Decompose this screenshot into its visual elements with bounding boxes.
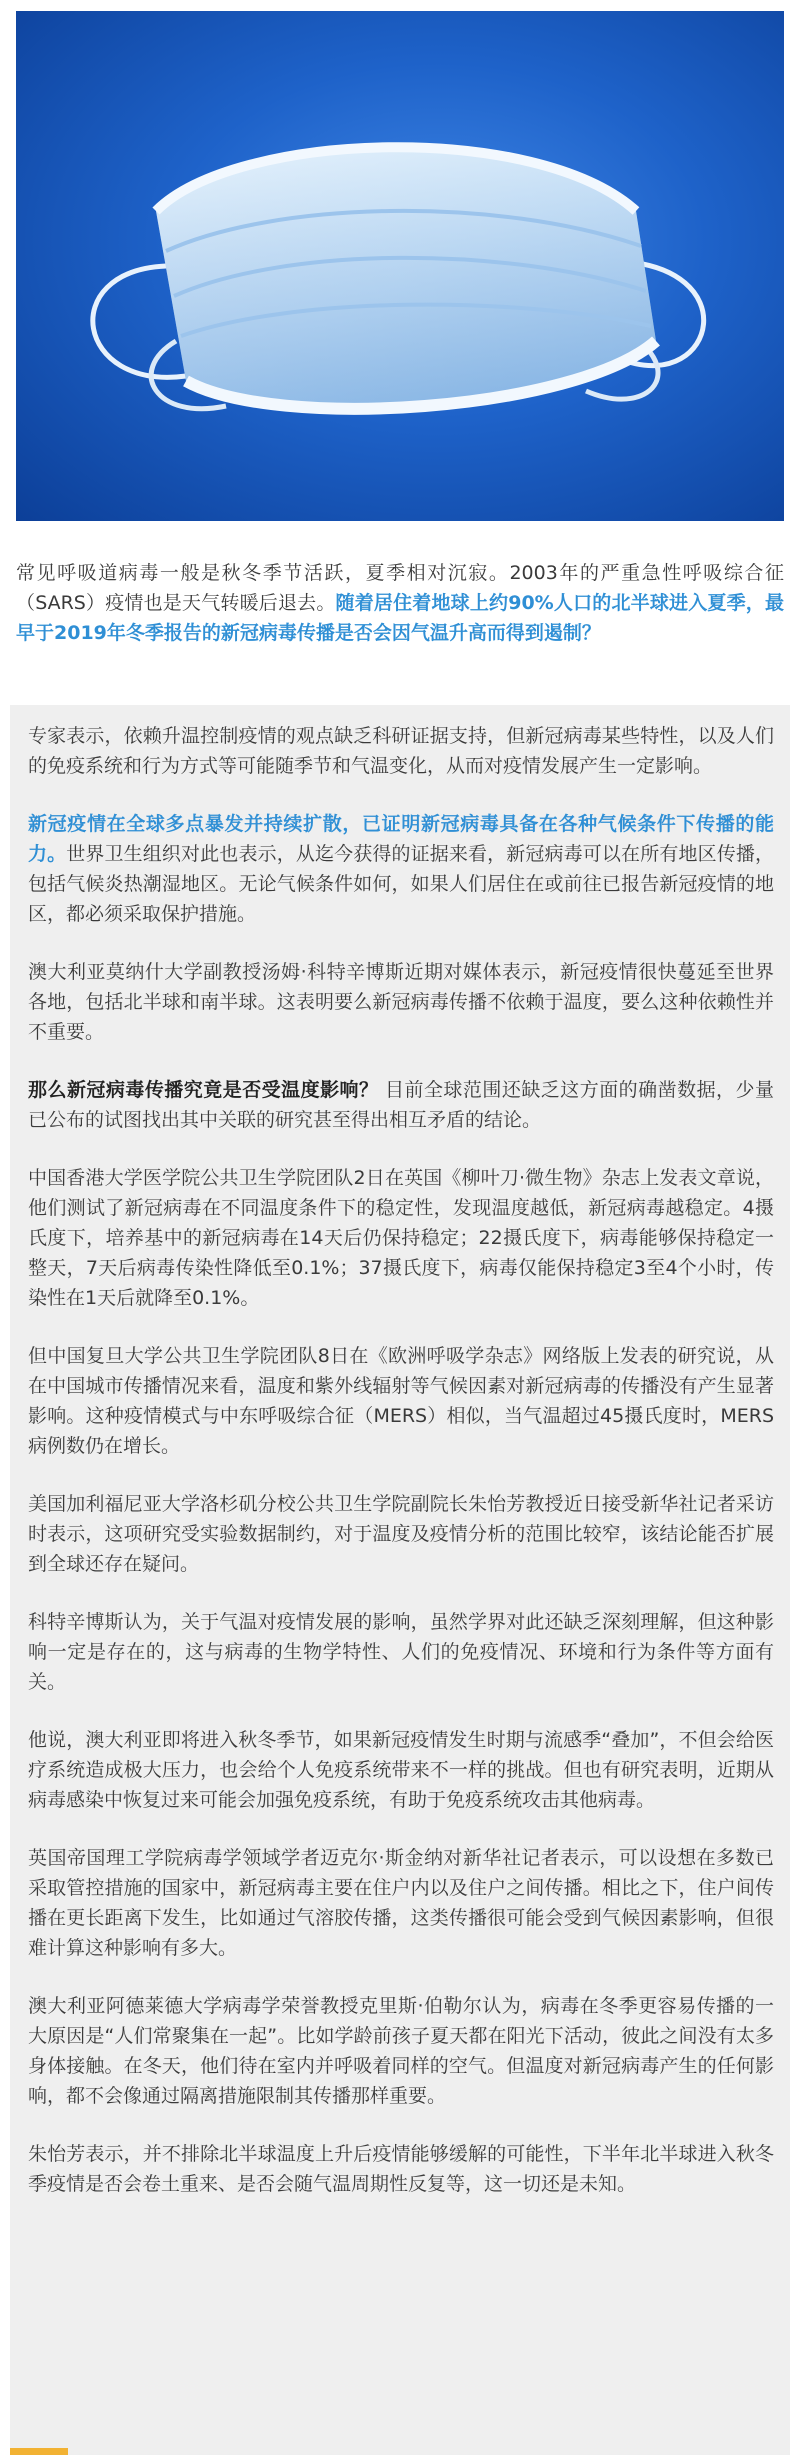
paragraph-2-text: 世界卫生组织对此也表示，从迄今获得的证据来看，新冠病毒可以在所有地区传播，包括气候炎热潮湿地区。无论气候条件如何，如果人们居住在或前往已报告新冠疫情的地区，都必须采取保护措施。	[28, 843, 774, 925]
article-panel	[10, 705, 790, 2455]
paragraph-3: 澳大利亚莫纳什大学副教授汤姆·科特辛博斯近期对媒体表示，新冠疫情很快蔓延至世界各地，包括北半球和南半球。这表明要么新冠病毒传播不依赖于温度，要么这种依赖性并不重要。	[28, 961, 774, 1043]
paragraph-2	[28, 809, 774, 929]
intro-paragraph	[16, 558, 784, 648]
paragraph-2-highlight: 新冠疫情在全球多点暴发并持续扩散，已证明新冠病毒具备在各种气候条件下传播的能力。	[28, 813, 774, 865]
paragraph-12: 朱怡芳表示，并不排除北半球温度上升后疫情能够缓解的可能性，下半年北半球进入秋冬季疫情是否会卷土重来、是否会随气温周期性反复等，这一切还是未知。	[28, 2143, 774, 2195]
accent-bar	[10, 2448, 68, 2455]
paragraph-1: 专家表示，依赖升温控制疫情的观点缺乏科研证据支持，但新冠病毒某些特性，以及人们的免疫系统和行为方式等可能随季节和气温变化，从而对疫情发展产生一定影响。	[28, 725, 774, 777]
paragraph-10: 英国帝国理工学院病毒学领域学者迈克尔·斯金纳对新华社记者表示，可以设想在多数已采取管控措施的国家中，新冠病毒主要在住户内以及住户之间传播。相比之下，住户间传播在更长距离下发生，比如通过气溶胶传播，这类传播很可能会受到气候因素影响，但很难计算这种影响有多大。	[28, 1847, 774, 1959]
paragraph-8: 科特辛博斯认为，关于气温对疫情发展的影响，虽然学界对此还缺乏深刻理解，但这种影响一定是存在的，这与病毒的生物学特性、人们的免疫情况、环境和行为条件等方面有关。	[28, 1611, 774, 1693]
paragraph-4-bold: 那么新冠病毒传播究竟是否受温度影响？	[28, 1079, 379, 1101]
paragraph-4-text: 目前全球范围还缺乏这方面的确凿数据，少量已公布的试图找出其中关联的研究甚至得出相互矛盾的结论。	[28, 1079, 774, 1131]
intro-text: 常见呼吸道病毒一般是秋冬季节活跃，夏季相对沉寂。2003年的严重急性呼吸综合征（SARS）疫情也是天气转暖后退去。	[16, 562, 784, 614]
paragraph-9: 他说，澳大利亚即将进入秋冬季节，如果新冠疫情发生时期与流感季“叠加”，不但会给医疗系统造成极大压力，也会给个人免疫系统带来不一样的挑战。但也有研究表明，近期从病毒感染中恢复过来可能会加强免疫系统，有助于免疫系统攻击其他病毒。	[28, 1729, 774, 1811]
paragraph-11: 澳大利亚阿德莱德大学病毒学荣誉教授克里斯·伯勒尔认为，病毒在冬季更容易传播的一大原因是“人们常聚集在一起”。比如学龄前孩子夏天都在阳光下活动，彼此之间没有太多身体接触。在冬天，他们待在室内并呼吸着同样的空气。但温度对新冠病毒产生的任何影响，都不会像通过隔离措施限制其传播那样重要。	[28, 1995, 774, 2107]
surgical-mask-icon	[16, 11, 784, 521]
paragraph-5: 中国香港大学医学院公共卫生学院团队2日在英国《柳叶刀·微生物》杂志上发表文章说，他们测试了新冠病毒在不同温度条件下的稳定性，发现温度越低，新冠病毒越稳定。4摄氏度下，培养基中的新冠病毒在14天后仍保持稳定；22摄氏度下，病毒能够保持稳定一整天，7天后病毒传染性降低至0.1%；37摄氏度下，病毒仅能保持稳定3至4个小时，传染性在1天后就降至0.1%。	[28, 1167, 774, 1309]
paragraph-4	[28, 1075, 774, 1135]
paragraph-7: 美国加利福尼亚大学洛杉矶分校公共卫生学院副院长朱怡芳教授近日接受新华社记者采访时表示，这项研究受实验数据制约，对于温度及疫情分析的范围比较窄，该结论能否扩展到全球还存在疑问。	[28, 1493, 774, 1575]
hero-image	[16, 11, 784, 521]
intro-highlight: 随着居住着地球上约90%人口的北半球进入夏季，最早于2019年冬季报告的新冠病毒传播是否会因气温升高而得到遏制？	[16, 592, 784, 644]
paragraph-6: 但中国复旦大学公共卫生学院团队8日在《欧洲呼吸学杂志》网络版上发表的研究说，从在中国城市传播情况来看，温度和紫外线辐射等气候因素对新冠病毒的传播没有产生显著影响。这种疫情模式与中东呼吸综合征（MERS）相似，当气温超过45摄氏度时，MERS病例数仍在增长。	[28, 1345, 774, 1457]
